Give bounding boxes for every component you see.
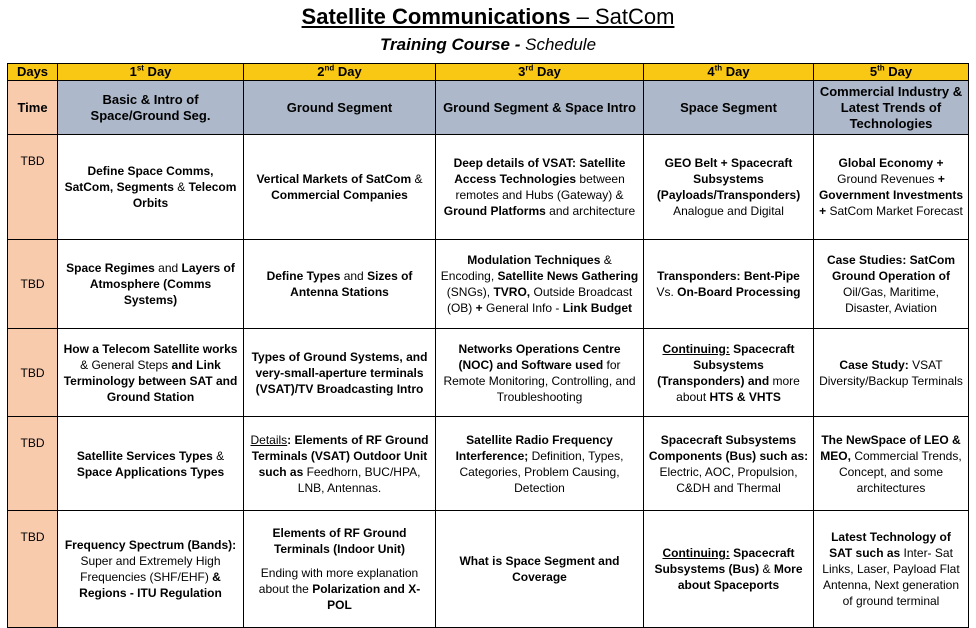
time-cell: TBD	[8, 417, 58, 511]
topic-day-5: Commercial Industry & Latest Trends of Technologies	[814, 81, 969, 135]
page-header	[0, 0, 976, 58]
session-cell: Networks Operations Centre (NOC) and Software used for Remote Monitoring, Controlling, and Troubleshooting	[436, 329, 644, 417]
schedule-table	[7, 63, 969, 628]
day-5-header: 5th Day	[814, 64, 969, 81]
topic-day-3: Ground Segment & Space Intro	[436, 81, 644, 135]
time-header: Time	[8, 81, 58, 135]
session-cell: Deep details of VSAT: Satellite Access Technologies between remotes and Hubs (Gateway) & Ground Platforms and architecture	[436, 135, 644, 240]
session-cell: Vertical Markets of SatCom & Commercial Companies	[244, 135, 436, 240]
session-cell	[244, 511, 436, 628]
session-cell: Define Types and Sizes of Antenna Stations	[244, 240, 436, 329]
session-cell: Modulation Techniques & Encoding, Satellite News Gathering (SNGs), TVRO, Outside Broadcast (OB) + General Info - Link Budget	[436, 240, 644, 329]
session-cell: Case Study: VSAT Diversity/Backup Terminals	[814, 329, 969, 417]
day-2-header: 2nd Day	[244, 64, 436, 81]
topic-day-2: Ground Segment	[244, 81, 436, 135]
days-header-row	[8, 64, 969, 81]
page-title: Satellite Communications – SatCom	[301, 4, 675, 29]
session-cell: The NewSpace of LEO & MEO, Commercial Trends, Concept, and some architectures	[814, 417, 969, 511]
topic-day-1: Basic & Intro of Space/Ground Seg.	[58, 81, 244, 135]
table-row	[8, 240, 969, 329]
session-cell: GEO Belt + Spacecraft Subsystems (Payloads/Transponders) Analogue and Digital	[644, 135, 814, 240]
page-subtitle: Training Course - Schedule	[379, 35, 597, 54]
day-4-header: 4th Day	[644, 64, 814, 81]
days-header: Days	[8, 64, 58, 81]
day-1-header: 1st Day	[58, 64, 244, 81]
session-cell: Global Economy + Ground Revenues + Government Investments + SatCom Market Forecast	[814, 135, 969, 240]
session-cell: Continuing: Spacecraft Subsystems (Bus) & More about Spaceports	[644, 511, 814, 628]
table-row	[8, 329, 969, 417]
table-row	[8, 417, 969, 511]
time-cell: TBD	[8, 240, 58, 329]
session-cell-part: Elements of RF Ground Terminals (Indoor Unit)	[272, 526, 407, 556]
time-cell: TBD	[8, 511, 58, 628]
session-cell: Define Space Comms, SatCom, Segments & Telecom Orbits	[58, 135, 244, 240]
table-row	[8, 511, 969, 628]
session-cell: Details: Elements of RF Ground Terminals (VSAT) Outdoor Unit such as Feedhorn, BUC/HPA, LNB, Antennas.	[244, 417, 436, 511]
session-cell-part: Ending with more explanation about the Polarization and X-POL	[258, 566, 421, 612]
day-3-header: 3rd Day	[436, 64, 644, 81]
session-cell: Transponders: Bent-Pipe Vs. On-Board Processing	[644, 240, 814, 329]
time-cell: TBD	[8, 329, 58, 417]
session-cell: Case Studies: SatCom Ground Operation of Oil/Gas, Maritime, Disaster, Aviation	[814, 240, 969, 329]
session-cell: Space Regimes and Layers of Atmosphere (Comms Systems)	[58, 240, 244, 329]
session-cell: Latest Technology of SAT such as Inter- Sat Links, Laser, Payload Flat Antenna, Next generation of ground terminal	[814, 511, 969, 628]
session-cell: Spacecraft Subsystems Components (Bus) such as: Electric, AOC, Propulsion, C&DH and Thermal	[644, 417, 814, 511]
session-cell: Satellite Radio Frequency Interference; Definition, Types, Categories, Problem Causing, Detection	[436, 417, 644, 511]
time-cell: TBD	[8, 135, 58, 240]
session-cell: What is Space Segment and Coverage	[436, 511, 644, 628]
session-cell: Continuing: Spacecraft Subsystems (Transponders) and more about HTS & VHTS	[644, 329, 814, 417]
topic-day-4: Space Segment	[644, 81, 814, 135]
session-cell: Types of Ground Systems, and very-small-aperture terminals (VSAT)/TV Broadcasting Intro	[244, 329, 436, 417]
session-cell: How a Telecom Satellite works & General Steps and Link Terminology between SAT and Ground Station	[58, 329, 244, 417]
session-cell: Satellite Services Types & Space Applications Types	[58, 417, 244, 511]
topics-header-row	[8, 81, 969, 135]
table-row	[8, 135, 969, 240]
session-cell: Frequency Spectrum (Bands): Super and Extremely High Frequencies (SHF/EHF) & Regions - ITU Regulation	[58, 511, 244, 628]
